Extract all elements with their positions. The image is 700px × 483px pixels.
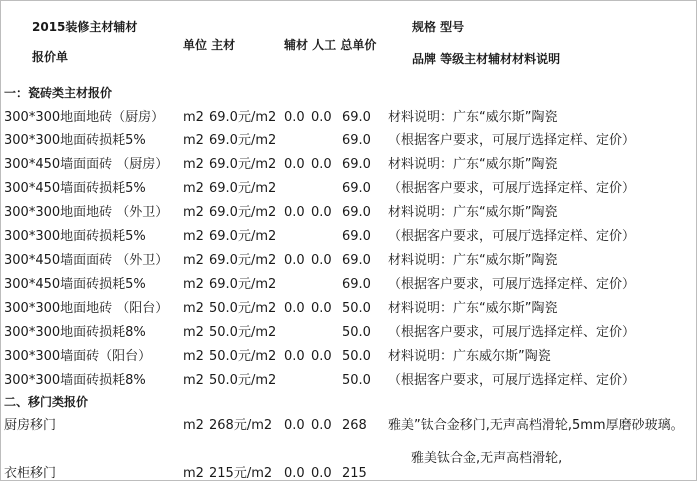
row-unit: m2: [183, 277, 204, 292]
row-main: 69.0元/m2: [209, 133, 277, 148]
row-name: 厨房移门: [4, 418, 57, 433]
row-note: 材料说明：广东威尔斯”陶瓷: [388, 349, 551, 364]
row-name: 300*300地面地砖 （外卫）: [4, 205, 169, 220]
sheet-title-line1: 2015装修主材辅材: [32, 20, 138, 34]
row-name: 300*300地面砖损耗8%: [4, 325, 146, 340]
row-name: 300*300墙面砖（阳台）: [4, 349, 152, 364]
row-name: 300*450墙面面砖 （外卫）: [4, 253, 169, 268]
row-note: 雅美”钛合金移门,无声高档滑轮,5mm厚磨砂玻璃。: [388, 418, 684, 433]
row-total: 268: [342, 418, 367, 433]
row-labor: 0.0: [311, 301, 332, 316]
row-main: 69.0元/m2: [209, 229, 277, 244]
row-note: （根据客户要求，可展厅选择定样、定价）: [388, 229, 636, 244]
row-aux: 0.0: [284, 253, 305, 268]
row-total: 69.0: [342, 253, 371, 268]
row-total: 50.0: [342, 349, 371, 364]
row-aux: 0.0: [284, 157, 305, 172]
row-aux: 0.0: [284, 418, 305, 433]
row-unit: m2: [183, 325, 204, 340]
row-note: 材料说明：广东“威尔斯”陶瓷: [388, 301, 558, 316]
row-note: 材料说明：广东“威尔斯”陶瓷: [388, 157, 558, 172]
row-unit: m2: [183, 110, 204, 125]
row-total: 69.0: [342, 157, 371, 172]
row-total: 69.0: [342, 277, 371, 292]
row-labor: 0.0: [311, 253, 332, 268]
row-name: 300*300地面砖损耗5%: [4, 229, 146, 244]
row-unit: m2: [183, 133, 204, 148]
row-name: 300*300墙面砖损耗8%: [4, 373, 146, 388]
row-main: 50.0元/m2: [209, 325, 277, 340]
row-unit: m2: [183, 181, 204, 196]
row-unit: m2: [183, 229, 204, 244]
row-main: 50.0元/m2: [209, 373, 277, 388]
row-unit: m2: [183, 157, 204, 172]
row-note: （根据客户要求，可展厅选择定样、定价）: [388, 133, 636, 148]
row-name: 300*300地面地砖（厨房）: [4, 110, 165, 125]
row-labor: 0.0: [311, 110, 332, 125]
row-main: 69.0元/m2: [209, 157, 277, 172]
row-main: 50.0元/m2: [209, 349, 277, 364]
row-note: （根据客户要求，可展厅选择定样、定价）: [388, 325, 636, 340]
row-main: 268元/m2: [209, 418, 273, 433]
row-name: 300*450墙面砖损耗5%: [4, 181, 146, 196]
row-main: 50.0元/m2: [209, 301, 277, 316]
row-main: 69.0元/m2: [209, 277, 277, 292]
row-name: 300*450墙面面砖 （厨房）: [4, 157, 169, 172]
row-name: 衣柜移门: [4, 466, 57, 481]
row-note: 材料说明：广东“威尔斯”陶瓷: [388, 205, 558, 220]
row-note: （根据客户要求，可展厅选择定样、定价）: [388, 277, 636, 292]
row-main: 69.0元/m2: [209, 110, 277, 125]
row-labor: 0.0: [311, 349, 332, 364]
sheet-title-line2: 报价单: [32, 50, 69, 64]
row-main: 215元/m2: [209, 466, 273, 481]
row-total: 215: [342, 466, 367, 481]
column-header-unit-main: 单位 主材: [183, 38, 236, 52]
row-aux: 0.0: [284, 301, 305, 316]
row-note: 材料说明：广东“威尔斯”陶瓷: [388, 110, 558, 125]
row-total: 69.0: [342, 133, 371, 148]
row-unit: m2: [183, 373, 204, 388]
row-note: 材料说明：广东“威尔斯”陶瓷: [388, 253, 558, 268]
row-labor: 0.0: [311, 418, 332, 433]
row-total: 69.0: [342, 205, 371, 220]
column-header-aux-labor-total: 辅材 人工 总单价: [284, 38, 377, 52]
row-unit: m2: [183, 205, 204, 220]
row-aux: 0.0: [284, 349, 305, 364]
row-unit: m2: [183, 253, 204, 268]
row-aux: 0.0: [284, 205, 305, 220]
row-total: 50.0: [342, 373, 371, 388]
row-note: 雅美钛合金,无声高档滑轮,: [411, 451, 563, 466]
row-labor: 0.0: [311, 157, 332, 172]
row-unit: m2: [183, 349, 204, 364]
column-header-brand-note: 品牌 等级主材辅材材料说明: [412, 52, 561, 66]
row-main: 69.0元/m2: [209, 181, 277, 196]
row-unit: m2: [183, 466, 204, 481]
column-header-spec-model: 规格 型号: [412, 20, 465, 34]
row-note: （根据客户要求，可展厅选择定样、定价）: [388, 373, 636, 388]
row-name: 300*300地面地砖 （阳台）: [4, 301, 169, 316]
section-title-tiles: 一：瓷砖类主材报价: [4, 86, 113, 100]
section-title-sliding-doors: 二、移门类报价: [4, 395, 89, 409]
row-total: 69.0: [342, 229, 371, 244]
row-main: 69.0元/m2: [209, 253, 277, 268]
row-unit: m2: [183, 301, 204, 316]
row-labor: 0.0: [311, 466, 332, 481]
row-total: 69.0: [342, 181, 371, 196]
row-aux: 0.0: [284, 110, 305, 125]
row-name: 300*450墙面砖损耗5%: [4, 277, 146, 292]
row-unit: m2: [183, 418, 204, 433]
row-main: 69.0元/m2: [209, 205, 277, 220]
row-note: （根据客户要求，可展厅选择定样、定价）: [388, 181, 636, 196]
row-total: 69.0: [342, 110, 371, 125]
row-labor: 0.0: [311, 205, 332, 220]
row-aux: 0.0: [284, 466, 305, 481]
row-name: 300*300地面砖损耗5%: [4, 133, 146, 148]
row-total: 50.0: [342, 301, 371, 316]
row-total: 50.0: [342, 325, 371, 340]
